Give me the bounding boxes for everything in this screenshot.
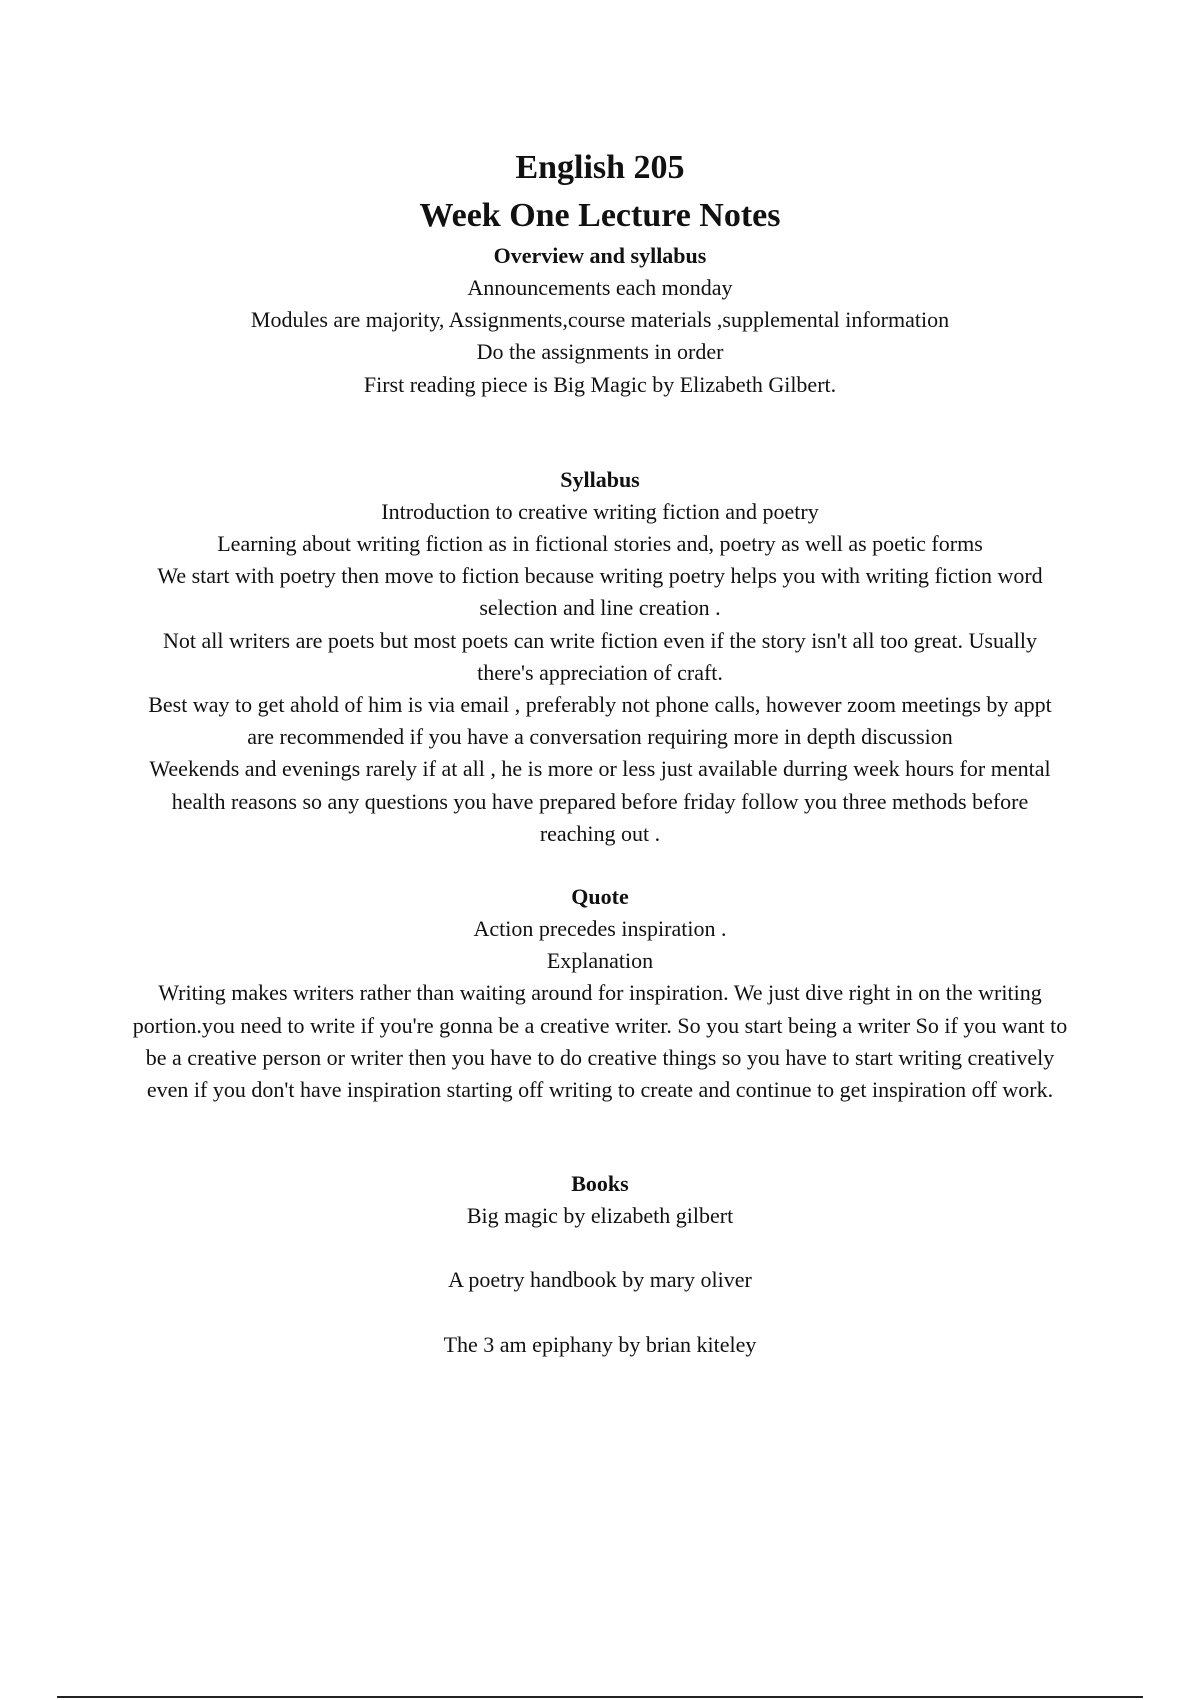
books-section <box>0 1168 1200 1361</box>
syllabus-paragraph: Best way to get ahold of him is via email , preferably not phone calls, however zoom meetings by appt are recommended if you have a conversation requiring more in depth discussion <box>148 692 1052 750</box>
syllabus-line: Introduction to creative writing fiction and poetry <box>381 498 819 524</box>
syllabus-paragraph: Weekends and evenings rarely if at all , he is more or less just available durring week hours for mental health reasons so any questions you have prepared before friday follow you three methods before reaching out . <box>149 756 1051 846</box>
book-item: Big magic by elizabeth gilbert <box>466 1203 734 1229</box>
spacer <box>0 1297 1200 1329</box>
syllabus-line: Learning about writing fiction as in fictional stories and, poetry as well as poetic forms <box>217 531 983 557</box>
overview-line: Do the assignments in order <box>476 339 724 365</box>
overview-heading: Overview and syllabus <box>493 243 707 268</box>
quote-section <box>0 881 1200 1106</box>
footer-rule <box>57 1696 1143 1698</box>
quote-heading: Quote <box>571 884 629 910</box>
explanation-paragraph: Writing makes writers rather than waiting around for inspiration. We just dive right in on the writing portion.you need to write if you're gonna be a creative writer. So you start being a writer So if you want to be a creative person or writer then you have to do creative things so you have to start writing creatively even if you don't have inspiration starting off writing to create and continue to get inspiration off work. <box>132 980 1068 1103</box>
document-title: Week One Lecture Notes <box>419 197 781 234</box>
overview-line: Modules are majority, Assignments,course materials ,supplemental information <box>250 307 950 333</box>
spacer <box>0 850 1200 881</box>
syllabus-heading: Syllabus <box>560 466 640 492</box>
overview-line: Announcements each monday <box>467 275 733 300</box>
syllabus-paragraph: Not all writers are poets but most poets can write fiction even if the story isn't all too great. Usually there's appreciation of craft. <box>163 627 1037 685</box>
syllabus-section <box>0 464 1200 850</box>
book-item: The 3 am epiphany by brian kiteley <box>443 1331 757 1357</box>
book-item: A poetry handbook by mary oliver <box>448 1267 752 1293</box>
overview-section <box>0 240 1200 401</box>
syllabus-paragraph: We start with poetry then move to fiction because writing poetry helps you with writing fiction word selection and line creation . <box>157 563 1043 621</box>
books-heading: Books <box>571 1171 629 1197</box>
spacer <box>0 1232 1200 1264</box>
course-title: English 205 <box>515 149 685 186</box>
spacer <box>0 1106 1200 1168</box>
overview-line: First reading piece is Big Magic by Elizabeth Gilbert. <box>363 371 837 397</box>
quote-text: Action precedes inspiration . <box>473 916 727 942</box>
explanation-label: Explanation <box>546 948 654 974</box>
spacer <box>0 401 1200 464</box>
